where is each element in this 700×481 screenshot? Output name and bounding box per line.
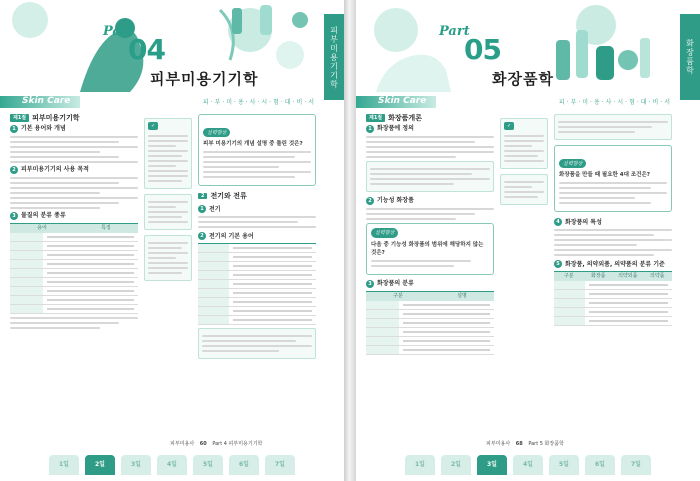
section-heading — [366, 114, 494, 122]
note-box: ✓ — [500, 118, 548, 169]
brand-label: Skin Care — [378, 96, 427, 106]
classification-table — [554, 271, 672, 326]
table-row — [198, 253, 316, 262]
table-row — [554, 281, 672, 290]
quiz-box — [366, 223, 494, 275]
table-row — [366, 346, 494, 355]
day-tab[interactable]: 4일 — [157, 455, 187, 475]
subsection-title: 피부미용기기의 사용 목적 — [21, 166, 89, 173]
note-box — [500, 174, 548, 205]
note-box — [198, 328, 316, 359]
subsection-heading: 1 기본 용어와 개념 — [10, 125, 138, 133]
table-row — [198, 307, 316, 316]
table-row — [198, 271, 316, 280]
subsection-title: 기본 용어와 개념 — [21, 125, 66, 132]
table-row — [198, 289, 316, 298]
day-tab[interactable]: 6일 — [585, 455, 615, 475]
part-number: 05 — [464, 33, 501, 66]
footer-book: 피부미용사 — [170, 441, 195, 447]
table-row — [10, 251, 138, 260]
chapter-title: 피부미용기기학 — [150, 70, 259, 88]
quiz-tag: 실력향상 — [371, 228, 398, 238]
note-box — [554, 114, 672, 140]
part-number: 04 — [128, 33, 165, 66]
quiz-box — [554, 145, 672, 212]
footer-part: Part 4 피부미용기기학 — [212, 441, 263, 447]
day-tab[interactable]: 7일 — [621, 455, 651, 475]
page-footer — [170, 440, 262, 447]
table-row — [10, 278, 138, 287]
subsection-title: 전기 — [209, 206, 221, 213]
table-row — [366, 337, 494, 346]
table-header: 구분 화장품 의약외품 의약품 — [554, 272, 672, 281]
table-row — [198, 262, 316, 271]
day-tab[interactable]: 5일 — [549, 455, 579, 475]
series-text: 피·부·미·용·사·시·험·대·비·서 — [202, 99, 316, 106]
subsection-title: 화장품, 의약외품, 의약품의 분류 기준 — [565, 261, 665, 268]
series-text: 피·부·미·용·사·시·험·대·비·서 — [558, 99, 672, 106]
subsection-title: 화장품의 분류 — [377, 280, 414, 287]
subsection-heading: 2 기능성 화장품 — [366, 197, 494, 205]
subsection-heading: 2 전기의 기본 용어 — [198, 231, 316, 240]
subsection-title: 물질의 분류 종류 — [21, 212, 66, 219]
day-tabs — [0, 455, 344, 475]
page-footer — [486, 440, 564, 447]
subsection-title: 기능성 화장품 — [377, 197, 414, 204]
right-page — [356, 0, 700, 481]
subsection-heading: 5 화장품, 의약외품, 의약품의 분류 기준 — [554, 259, 672, 268]
chapter-header — [356, 0, 700, 92]
table-row — [366, 328, 494, 337]
part-label: Part — [439, 24, 470, 39]
electric-terms-table — [198, 243, 316, 325]
table-row — [198, 280, 316, 289]
section-title: 전기와 전류 — [210, 192, 247, 200]
table-row — [10, 305, 138, 314]
section-number: 2 — [198, 193, 207, 199]
section-title: 화장품개론 — [388, 114, 422, 122]
day-tab[interactable]: 6일 — [229, 455, 259, 475]
note-box: ✓ — [144, 118, 192, 189]
middle-column — [198, 114, 316, 364]
day-tab[interactable]: 4일 — [513, 455, 543, 475]
quiz-tag: 실력향상 — [559, 159, 586, 168]
side-chapter-tab: 화장품학 — [680, 14, 700, 100]
side-notes — [500, 118, 548, 210]
quiz-question: 다음 중 기능성 화장품의 범위에 해당하지 않는 것은? — [371, 242, 484, 256]
footer-book: 피부미용사 — [486, 441, 511, 447]
subsection-title: 화장품에 정의 — [377, 125, 414, 132]
table-row — [198, 298, 316, 307]
table-row — [198, 244, 316, 253]
chapter-title: 화장품학 — [492, 70, 554, 88]
section-number: 제1절 — [366, 114, 385, 122]
subsection-heading: 2 피부미용기기의 사용 목적 — [10, 166, 138, 174]
left-page — [0, 0, 344, 481]
subsection-heading: 3 물질의 분류 종류 — [10, 212, 138, 220]
page-number: 60 — [199, 441, 207, 447]
day-tab-active[interactable]: 2일 — [85, 455, 115, 475]
day-tab[interactable]: 1일 — [49, 455, 79, 475]
book-spine — [344, 0, 356, 481]
table-row — [554, 317, 672, 326]
table-row — [10, 233, 138, 242]
day-tabs — [356, 455, 700, 475]
section-heading — [10, 114, 138, 122]
section-heading — [198, 191, 316, 201]
day-tab[interactable]: 1일 — [405, 455, 435, 475]
table-row — [554, 308, 672, 317]
table-header: 구분 설명 — [366, 292, 494, 301]
subsection-heading: 1 화장품에 정의 — [366, 125, 494, 133]
main-column — [366, 114, 494, 358]
table-row — [10, 269, 138, 278]
page-number: 68 — [515, 441, 523, 447]
subsection-title: 화장품의 특성 — [565, 219, 602, 226]
main-column — [10, 114, 138, 332]
table-row — [366, 310, 494, 319]
table-row — [554, 299, 672, 308]
note-box — [144, 194, 192, 230]
table-header: 용어 특징 — [10, 224, 138, 233]
note-box — [144, 235, 192, 281]
day-tab[interactable]: 7일 — [265, 455, 295, 475]
part-label: Part — [103, 24, 134, 39]
subsection-heading: 3 화장품의 분류 — [366, 280, 494, 288]
cosmetic-class-table — [366, 291, 494, 355]
quiz-tag: 실력향상 — [203, 128, 230, 137]
table-row — [10, 260, 138, 269]
section-title: 피부미용기기학 — [32, 114, 80, 122]
side-chapter-tab: 피부미용기기학 — [324, 14, 344, 100]
side-notes — [144, 118, 192, 286]
table-row — [198, 316, 316, 325]
quiz-question: 화장품을 만들 때 필요한 4대 조건은? — [559, 172, 650, 178]
brand-label: Skin Care — [22, 96, 71, 106]
subsection-heading: 4 화장품의 특성 — [554, 217, 672, 226]
chapter-header — [0, 0, 344, 92]
quiz-box — [198, 114, 316, 186]
day-tab[interactable]: 3일 — [121, 455, 151, 475]
day-tab[interactable]: 2일 — [441, 455, 471, 475]
table-row — [10, 296, 138, 305]
table-row — [366, 319, 494, 328]
quiz-question: 피부 미용기기의 개념 설명 중 틀린 것은? — [203, 141, 303, 147]
table-row — [554, 290, 672, 299]
table-row — [10, 287, 138, 296]
note-box — [366, 161, 494, 192]
table-row — [366, 301, 494, 310]
section-number: 제1절 — [10, 114, 29, 122]
footer-part: Part 5 화장품학 — [528, 441, 564, 447]
middle-column — [554, 114, 672, 329]
table-row — [10, 242, 138, 251]
subsection-heading: 1 전기 — [198, 204, 316, 213]
day-tab[interactable]: 5일 — [193, 455, 223, 475]
day-tab-active[interactable]: 3일 — [477, 455, 507, 475]
subsection-title: 전기의 기본 용어 — [209, 233, 254, 240]
term-table — [10, 223, 138, 314]
